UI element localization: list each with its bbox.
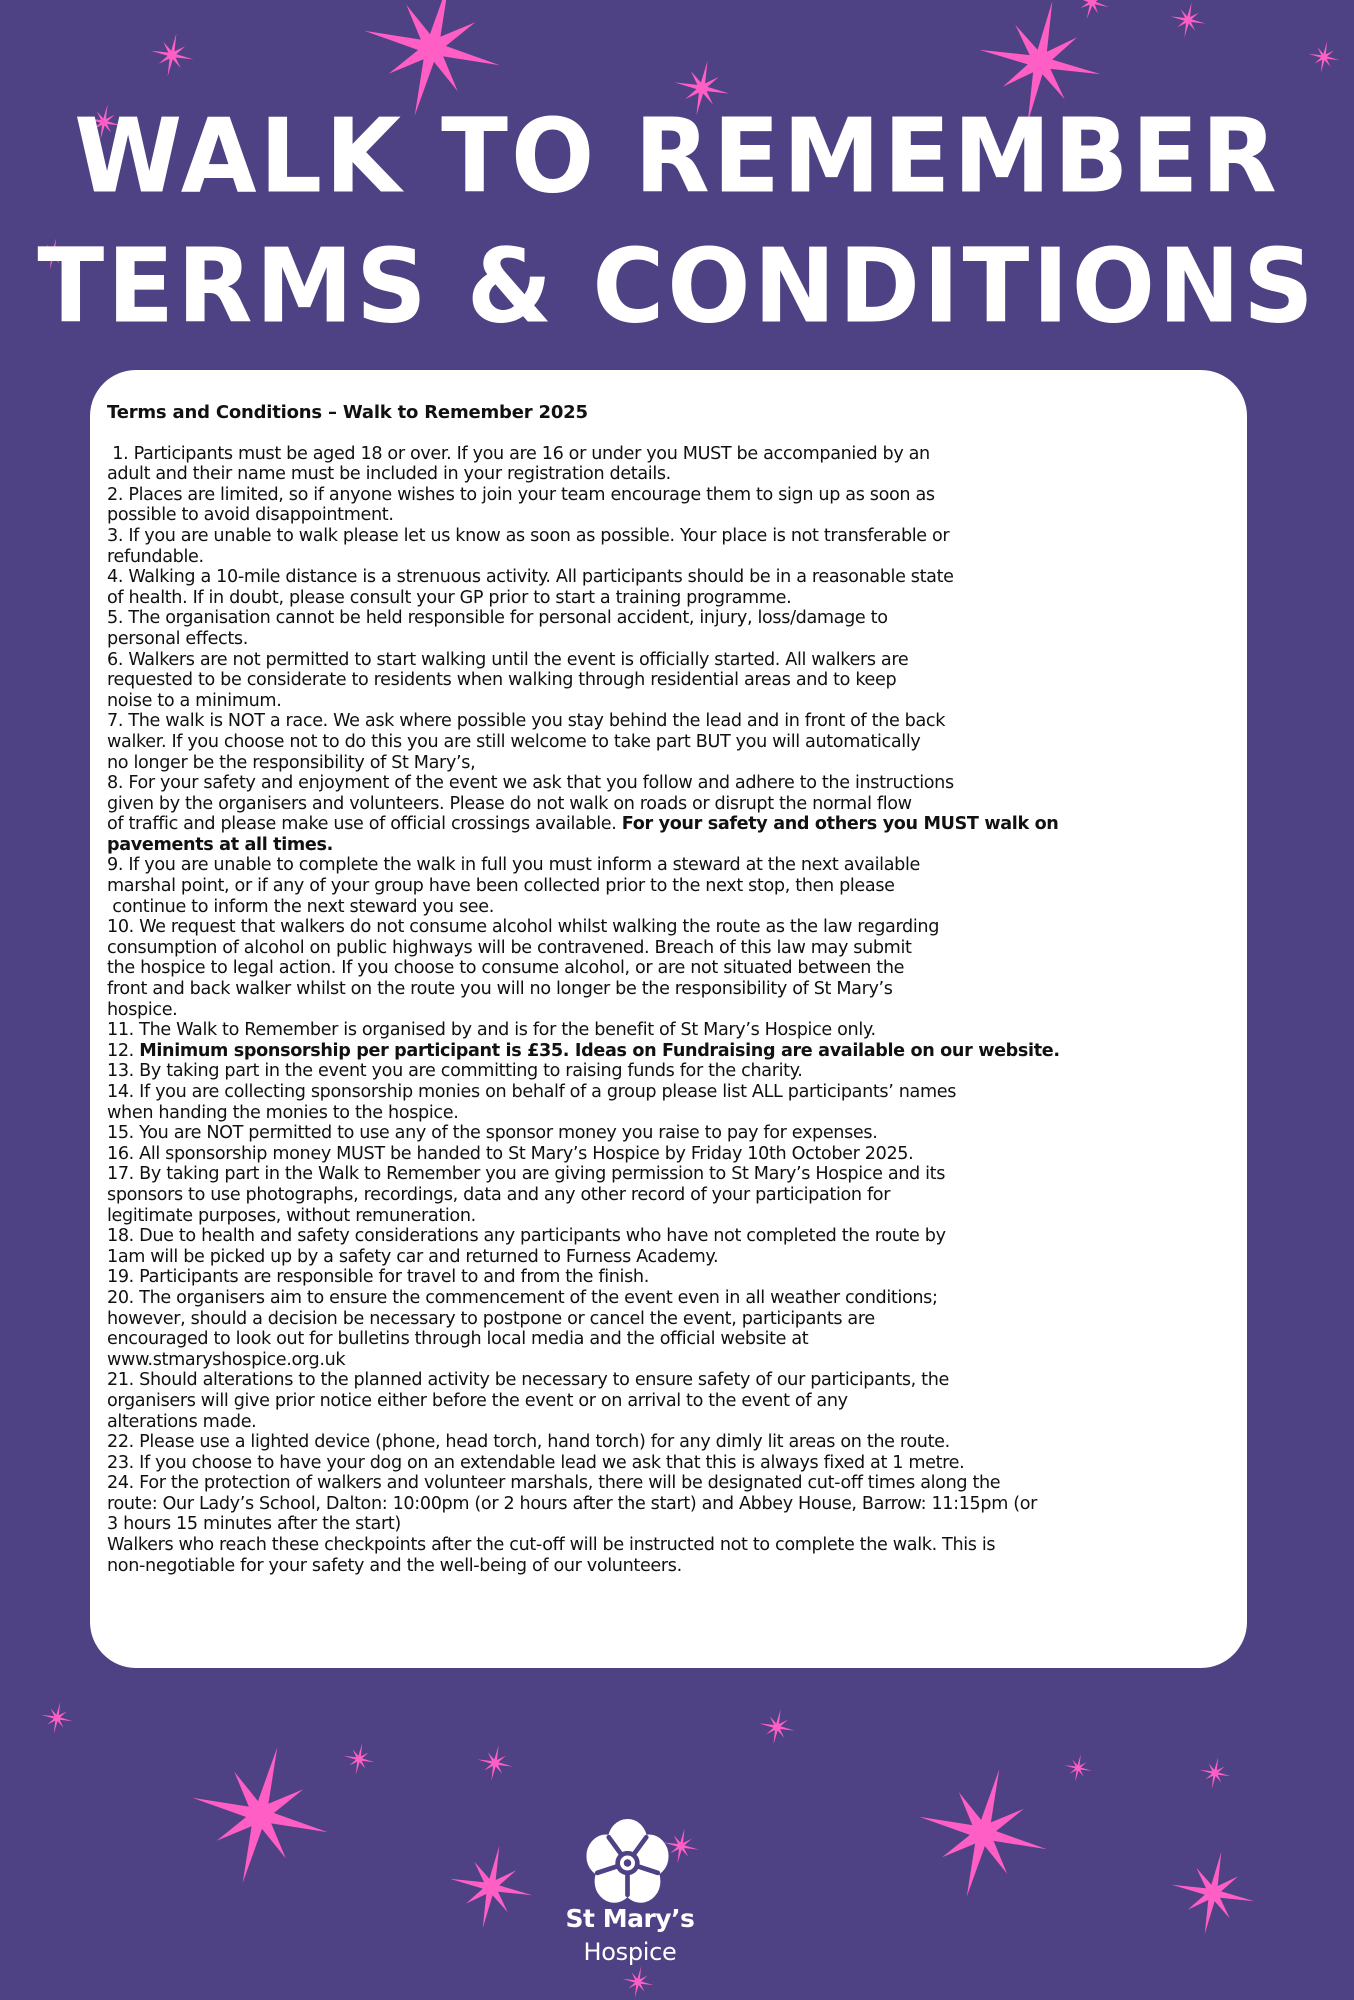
term-line: route: Our Lady’s School, Dalton: 10:00pm (or 2 hours after the start) and Abbey House, Barrow: 11:15pm (or: [107, 1493, 1038, 1514]
term-line: [107, 1041, 1247, 1062]
term-line: 3 hours 15 minutes after the start): [107, 1514, 401, 1535]
terms-block-1: [107, 444, 1247, 815]
term-line: 1. Participants must be aged 18 or over. If you are 16 or under you MUST be accompanied by an: [107, 443, 930, 464]
term-line: no longer be the responsibility of St Mary’s,: [107, 752, 476, 773]
sparkle-star-icon: [759, 1709, 794, 1744]
logo-name: St Mary’s: [565, 1904, 695, 1933]
sparkle-star-icon: [919, 1769, 1047, 1897]
term-line: 1am will be picked up by a safety car and returned to Furness Academy.: [107, 1246, 719, 1267]
term-line: when handing the monies to the hospice.: [107, 1102, 459, 1123]
term-emphasis: pavements at all times.: [107, 834, 333, 855]
sparkle-star-icon: [1172, 1852, 1254, 1934]
page-title-line-1: WALK TO REMEMBER: [74, 97, 1280, 217]
sparkle-star-icon: [1308, 41, 1339, 72]
term-emphasis: Minimum sponsorship per participant is £35. Ideas on Fundraising are available on our website.: [139, 1040, 1060, 1061]
flower-icon: [580, 1818, 675, 1908]
term-line: personal effects.: [107, 628, 248, 649]
term-line: 11. The Walk to Remember is organised by and is for the benefit of St Mary’s Hospice only.: [107, 1020, 876, 1041]
sparkle-star-icon: [622, 1966, 653, 1997]
sparkle-star-icon: [1170, 2, 1205, 37]
term-line: of health. If in doubt, please consult your GP prior to start a training programme.: [107, 587, 792, 608]
sparkle-star-icon: [1075, 0, 1109, 19]
term-line: 9. If you are unable to complete the walk in full you must inform a steward at the next available: [107, 855, 920, 876]
term-line: 22. Please use a lighted device (phone, head torch, hand torch) for any dimly lit areas on the route.: [107, 1432, 950, 1453]
sparkle-star-icon: [150, 33, 193, 76]
logo-subtitle: Hospice: [583, 1938, 677, 1966]
term-line: 24. For the protection of walkers and volunteer marshals, there will be designated cut-off times along the: [107, 1473, 1001, 1494]
term-line: requested to be considerate to residents when walking through residential areas and to keep: [107, 670, 897, 691]
term-line: possible to avoid disappointment.: [107, 505, 394, 526]
term-line: 18. Due to health and safety considerations any participants who have not completed the route by: [107, 1226, 946, 1247]
terms-block-2: [107, 855, 1247, 1040]
term-line: 7. The walk is NOT a race. We ask where possible you stay behind the lead and in front of the back: [107, 711, 946, 732]
sparkle-star-icon: [1199, 1757, 1230, 1788]
term-line: alterations made.: [107, 1411, 257, 1432]
term-line: 23. If you choose to have your dog on an extendable lead we ask that this is always fixed at 1 metre.: [107, 1452, 965, 1473]
term-line: legitimate purposes, without remuneration.: [107, 1205, 476, 1226]
term-number: 12.: [107, 1040, 140, 1061]
term-line: organisers will give prior notice either before the event or on arrival to the event of any: [107, 1390, 848, 1411]
term-line: 6. Walkers are not permitted to start walking until the event is officially started. All walkers are: [107, 649, 909, 670]
sparkle-star-icon: [477, 1745, 512, 1780]
terms-content: [107, 403, 1247, 1576]
page-title-line-2: TERMS & CONDITIONS: [37, 227, 1317, 347]
term-line: continue to inform the next steward you see.: [107, 896, 494, 917]
term-line: however, should a decision be necessary to postpone or cancel the event, participants are: [107, 1308, 875, 1329]
term-line: 13. By taking part in the event you are committing to raising funds for the charity.: [107, 1061, 803, 1082]
term-line: [107, 835, 1247, 856]
term-line: adult and their name must be included in your registration details.: [107, 464, 671, 485]
term-line: 10. We request that walkers do not consume alcohol whilst walking the route as the law regarding: [107, 917, 940, 938]
terms-block-3: [107, 1061, 1247, 1576]
term-line: noise to a minimum.: [107, 690, 282, 711]
sparkle-star-icon: [1064, 1754, 1091, 1781]
term-line: 21. Should alterations to the planned activity be necessary to ensure safety of our participants, the: [107, 1370, 949, 1391]
term-line: 8. For your safety and enjoyment of the event we ask that you follow and adhere to the instructions: [107, 773, 954, 794]
term-line: hospice.: [107, 999, 178, 1020]
term-line: 4. Walking a 10-mile distance is a strenuous activity. All participants should be in a reasonable state: [107, 567, 954, 588]
term-line: 14. If you are collecting sponsorship monies on behalf of a group please list ALL participants’ names: [107, 1082, 957, 1102]
term-text: of traffic and please make use of official crossings available.: [107, 814, 622, 835]
term-line: 17. By taking part in the Walk to Remember you are giving permission to St Mary’s Hospice and its: [107, 1164, 946, 1185]
term-line: marshal point, or if any of your group have been collected prior to the next stop, then please: [107, 876, 895, 897]
term-line: 2. Places are limited, so if anyone wishes to join your team encourage them to sign up as soon as: [107, 484, 935, 505]
term-line: 16. All sponsorship money MUST be handed to St Mary’s Hospice by Friday 10th October 2025.: [107, 1143, 914, 1164]
term-line: [107, 814, 1247, 835]
term-line: the hospice to legal action. If you choose to consume alcohol, or are not situated between the: [107, 958, 905, 979]
sparkle-star-icon: [450, 1846, 532, 1928]
term-line: Walkers who reach these checkpoints after the cut-off will be instructed not to complete the walk. This is: [107, 1535, 996, 1556]
term-line: 5. The organisation cannot be held responsible for personal accident, injury, loss/damage to: [107, 608, 888, 629]
term-line: 15. You are NOT permitted to use any of the sponsor money you raise to pay for expenses.: [107, 1123, 878, 1144]
sparkle-star-icon: [41, 1702, 72, 1733]
term-line: 19. Participants are responsible for travel to and from the finish.: [107, 1267, 649, 1288]
term-line: non-negotiable for your safety and the well-being of our volunteers.: [107, 1555, 682, 1576]
term-line: sponsors to use photographs, recordings, data and any other record of your participation for: [107, 1184, 891, 1205]
term-line: encouraged to look out for bulletins through local media and the official website at: [107, 1329, 809, 1350]
term-line: www.stmaryshospice.org.uk: [107, 1349, 346, 1370]
term-emphasis: For your safety and others you MUST walk on: [621, 814, 1059, 835]
sparkle-star-icon: [192, 1747, 328, 1883]
term-line: given by the organisers and volunteers. Please do not walk on roads or disrupt the normal flow: [107, 793, 912, 814]
term-line: refundable.: [107, 546, 204, 567]
terms-heading: Terms and Conditions – Walk to Remember 2025: [107, 402, 588, 423]
sparkle-star-icon: [343, 1743, 374, 1774]
term-line: walker. If you choose not to do this you are still welcome to take part BUT you will automatically: [107, 731, 921, 752]
term-line: consumption of alcohol on public highways will be contravened. Breach of this law may submit: [107, 937, 912, 958]
term-line: 20. The organisers aim to ensure the commencement of the event even in all weather conditions;: [107, 1287, 938, 1308]
term-line: front and back walker whilst on the route you will no longer be the responsibility of St Mary’s: [107, 979, 893, 1000]
term-line: 3. If you are unable to walk please let us know as soon as possible. Your place is not transferable or: [107, 525, 950, 546]
